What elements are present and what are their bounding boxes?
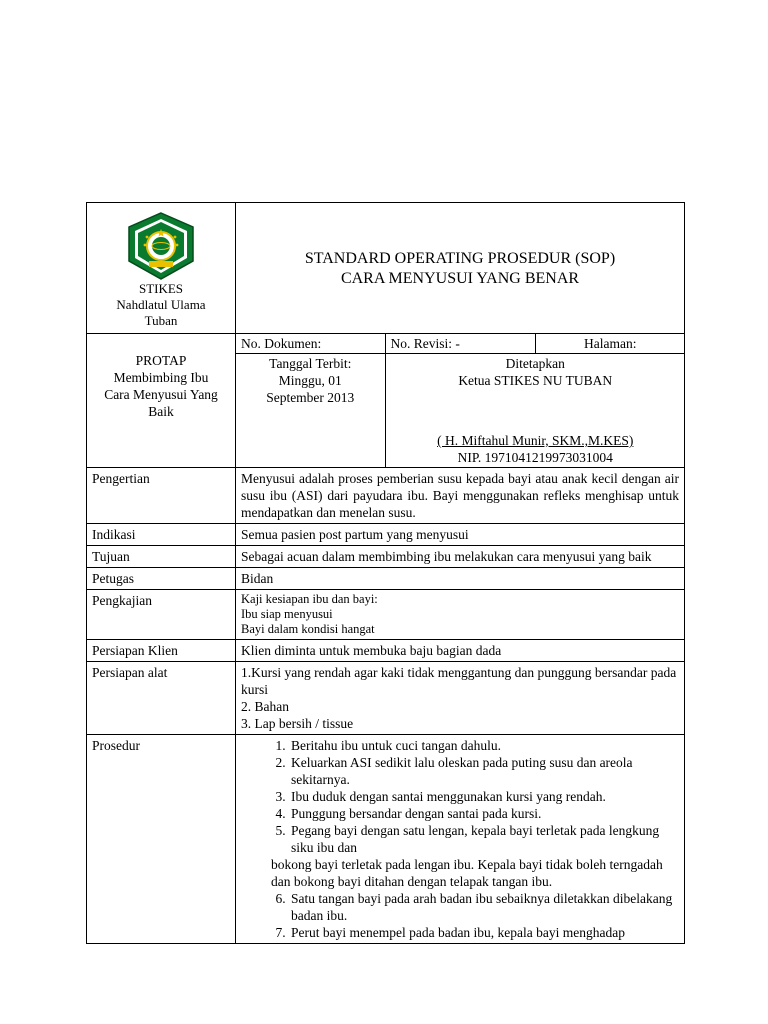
- prosedur-step: 1. Beritahu ibu untuk cuci tangan dahulu.: [289, 737, 678, 754]
- persiapan-alat-text: [236, 662, 685, 735]
- tanggal-value-1: Minggu, 01: [278, 373, 342, 388]
- persiapan-alat-2: 2. Bahan: [241, 699, 289, 714]
- pengertian-text: Menyusui adalah proses pemberian susu kepada bayi atau anak kecil dengan air susu ibu (ASI) dari payudara ibu. Bayi menggunakan refleks menghisap untuk mendapatkan dan menelan susu.: [236, 468, 685, 524]
- persiapan-alat-3: 3. Lap bersih / tissue: [241, 716, 354, 731]
- prosedur-steps: [236, 735, 685, 944]
- institution-line-2: Nahdlatul Ulama: [116, 297, 206, 312]
- prosedur-label: Prosedur: [87, 735, 236, 944]
- sop-subtitle: CARA MENYUSUI YANG BENAR: [340, 270, 580, 287]
- pengkajian-line-1: Kaji kesiapan ibu dan bayi:: [241, 592, 378, 606]
- institution-name: [91, 281, 231, 329]
- prosedur-step: 2. Keluarkan ASI sedikit lalu oleskan pada puting susu dan areola sekitarnya.: [289, 754, 678, 788]
- protap-line-3: Cara Menyusui Yang: [104, 387, 218, 402]
- prosedur-step: 6. Satu tangan bayi pada arah badan ibu sebaiknya diletakkan dibelakang badan ibu.: [289, 890, 678, 924]
- protap-line-4: Baik: [148, 404, 174, 419]
- prosedur-step: 3. Ibu duduk dengan santai menggunakan kursi yang rendah.: [289, 788, 678, 805]
- pengkajian-label: Pengkajian: [87, 590, 236, 640]
- petugas-text: Bidan: [236, 568, 685, 590]
- persiapan-alat-1: 1.Kursi yang rendah agar kaki tidak menggantung dan punggung bersandar pada kursi: [241, 665, 677, 697]
- halaman-cell: Halaman:: [535, 334, 685, 354]
- prosedur-step: 7. Perut bayi menempel pada badan ibu, kepala bayi menghadap: [289, 924, 678, 941]
- pengkajian-text: [236, 590, 685, 640]
- ditetapkan-cell: [385, 354, 685, 468]
- prosedur-step-5-text: Pegang bayi dengan satu lengan, kepala bayi terletak pada lengkung siku ibu dan: [291, 823, 660, 855]
- row-pengertian: [87, 468, 685, 524]
- no-dokumen-cell: No. Dokumen:: [236, 334, 385, 354]
- pengkajian-line-3: Bayi dalam kondisi hangat: [241, 622, 375, 636]
- tanggal-label: Tanggal Terbit:: [269, 356, 352, 371]
- institution-line-3: Tuban: [144, 313, 178, 328]
- doc-info-row: [87, 334, 685, 468]
- sop-table: [86, 202, 685, 944]
- pengkajian-line-2: Ibu siap menyusui: [241, 607, 333, 621]
- protap-line-2: Membimbing Ibu: [113, 370, 209, 385]
- indikasi-label: Indikasi: [87, 524, 236, 546]
- persiapan-klien-label: Persiapan Klien: [87, 640, 236, 662]
- header-row: [87, 203, 685, 334]
- protap-cell: [87, 334, 236, 468]
- protap-line-1: PROTAP: [135, 353, 187, 368]
- sop-document: [86, 202, 684, 944]
- signer-nip: NIP. 1971041219973031004: [457, 450, 613, 465]
- title-cell: [236, 203, 685, 334]
- doc-info-cell: [236, 334, 685, 468]
- tanggal-value-2: September 2013: [266, 390, 355, 405]
- tujuan-label: Tujuan: [87, 546, 236, 568]
- doc-info-table: [236, 334, 685, 467]
- indikasi-text: Semua pasien post partum yang menyusui: [236, 524, 685, 546]
- prosedur-step: [271, 822, 678, 890]
- petugas-label: Petugas: [87, 568, 236, 590]
- signer-name: ( H. Miftahul Munir, SKM.,M.KES): [437, 433, 634, 448]
- persiapan-alat-label: Persiapan alat: [87, 662, 236, 735]
- sop-title: STANDARD OPERATING PROSEDUR (SOP): [304, 250, 616, 267]
- row-persiapan-klien: [87, 640, 685, 662]
- prosedur-step: 4. Punggung bersandar dengan santai pada kursi.: [289, 805, 678, 822]
- prosedur-list: [241, 737, 678, 941]
- prosedur-step-5-continuation: bokong bayi terletak pada lengan ibu. Kepala bayi tidak boleh terngadah dan bokong bayi ditahan dengan telapak tangan ibu.: [271, 857, 663, 889]
- tanggal-terbit-cell: [236, 354, 385, 468]
- row-prosedur: [87, 735, 685, 944]
- no-revisi-cell: No. Revisi: -: [385, 334, 535, 354]
- row-persiapan-alat: [87, 662, 685, 735]
- logo-cell: [87, 203, 236, 334]
- stikes-nu-logo-icon: [123, 211, 199, 281]
- institution-line-1: STIKES: [138, 281, 184, 296]
- row-pengkajian: [87, 590, 685, 640]
- tujuan-text: Sebagai acuan dalam membimbing ibu melakukan cara menyusui yang baik: [236, 546, 685, 568]
- persiapan-klien-text: Klien diminta untuk membuka baju bagian dada: [236, 640, 685, 662]
- row-indikasi: [87, 524, 685, 546]
- ketua-label: Ketua STIKES NU TUBAN: [458, 373, 613, 388]
- ditetapkan-label: Ditetapkan: [505, 356, 565, 371]
- pengertian-label: Pengertian: [87, 468, 236, 524]
- row-petugas: [87, 568, 685, 590]
- row-tujuan: [87, 546, 685, 568]
